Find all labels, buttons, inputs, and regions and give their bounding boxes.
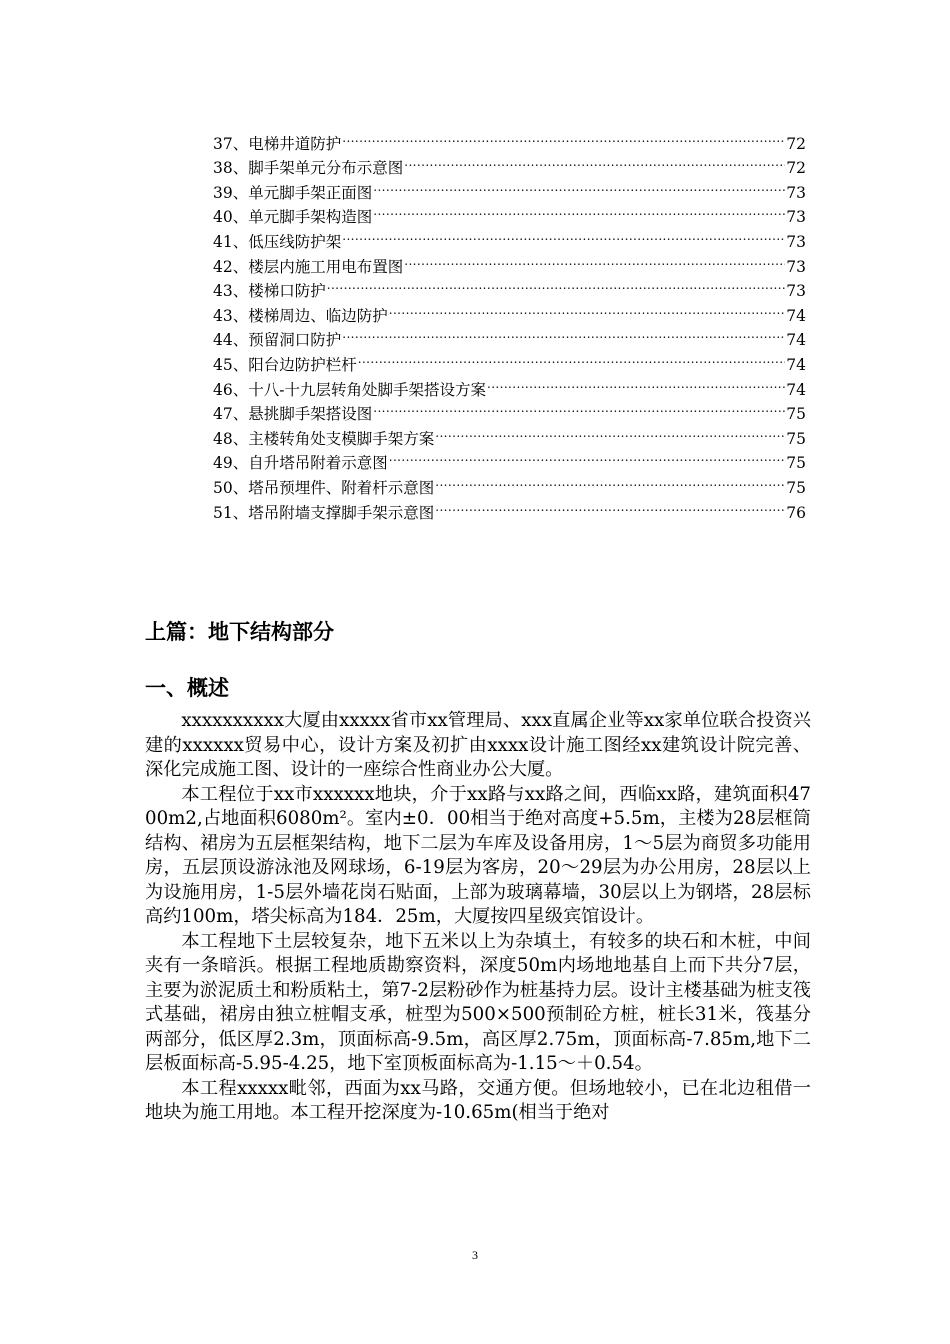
toc-entry-number: 51、 (213, 503, 249, 522)
toc-entry-title: 塔吊预埋件、附着杆示意图 (248, 478, 435, 497)
table-of-contents (213, 124, 806, 522)
toc-dot-leader (404, 247, 785, 272)
toc-entry-title: 低压线防护架 (248, 232, 342, 251)
paragraph: xxxxxxxxxx大厦由xxxxx省市xx管理局、xxx直属企业等xx家单位联合投资兴建的xxxxxx贸易中心，设计方案及初扩由xxxx设计施工图经xx建筑设计院完善、深化完成施工图、设计的一座综合性商业办公大厦。 (145, 710, 811, 780)
toc-entry-title: 单元脚手架构造图 (248, 208, 373, 227)
toc-entry-page: 75 (786, 405, 806, 424)
toc-dot-leader (435, 419, 785, 444)
toc-dot-leader (389, 444, 786, 469)
toc-entry-page: 72 (786, 159, 806, 178)
toc-entry-page: 73 (786, 232, 806, 251)
toc-entry-title: 脚手架单元分布示意图 (248, 159, 404, 178)
toc-entry-number: 39、 (213, 183, 249, 202)
toc-entry-title: 十八-十九层转角处脚手架搭设方案 (248, 380, 486, 399)
toc-entry-title: 电梯井道防护 (248, 134, 342, 153)
toc-entry-title: 楼层内施工用电布置图 (248, 257, 404, 276)
toc-entry-number: 50、 (213, 478, 249, 497)
toc-dot-leader (342, 222, 785, 247)
toc-entry-number: 40、 (213, 208, 249, 227)
toc-entry-page: 73 (786, 257, 806, 276)
toc-entry-page: 72 (786, 134, 806, 153)
toc-entry-title: 塔吊附墙支撑脚手架示意图 (248, 503, 435, 522)
toc-entry-number: 43、 (213, 282, 249, 301)
section-title: 上篇：地下结构部分 (145, 620, 334, 644)
toc-entry[interactable] (213, 124, 806, 153)
toc-entry-number: 42、 (213, 257, 249, 276)
toc-dot-leader (404, 149, 785, 174)
toc-dot-leader (389, 296, 786, 321)
toc-entry-page: 73 (786, 208, 806, 227)
toc-entry-title: 主楼转角处支模脚手架方案 (248, 429, 435, 448)
toc-entry-number: 48、 (213, 429, 249, 448)
toc-entry-page: 74 (786, 380, 806, 399)
toc-entry-number: 47、 (213, 405, 249, 424)
toc-dot-leader (373, 173, 785, 198)
toc-entry-page: 75 (786, 429, 806, 448)
toc-dot-leader (373, 198, 785, 223)
toc-entry-page: 73 (786, 282, 806, 301)
toc-entry-number: 43、 (213, 306, 249, 325)
toc-entry-number: 45、 (213, 355, 249, 374)
toc-entry-number: 38、 (213, 159, 249, 178)
toc-dot-leader (435, 493, 785, 518)
toc-dot-leader (327, 272, 786, 297)
toc-entry-title: 自升塔吊附着示意图 (248, 454, 388, 473)
toc-entry-page: 76 (786, 503, 806, 522)
toc-entry-title: 预留洞口防护 (248, 331, 342, 350)
toc-dot-leader (342, 321, 785, 346)
toc-entry-number: 37、 (213, 134, 249, 153)
toc-entry-number: 41、 (213, 232, 249, 251)
toc-entry-title: 楼梯周边、临边防护 (248, 306, 388, 325)
body-text (145, 709, 811, 1126)
toc-entry-number: 44、 (213, 331, 249, 350)
toc-entry-title: 阳台边防护栏杆 (248, 355, 357, 374)
toc-entry-title: 悬挑脚手架搭设图 (248, 405, 373, 424)
toc-entry-page: 75 (786, 454, 806, 473)
paragraph: 本工程地下土层较复杂，地下五米以上为杂填土，有较多的块石和木桩，中间夹有一条暗浜。根据工程地质勘察资料，深度50m内场地地基自上而下共分7层，主要为淤泥质土和粉质粘土，第7-2层粉砂作为桩基持力层。设计主楼基础为桩支筏式基础，裙房由独立桩帽支承，桩型为500×500预制砼方桩，桩长31米，筏基分两部分，低区厚2.3m，顶面标高-9.5m，高区厚2.75m，顶面标高-7.85m,地下二层板面标高-5.95-4.25，地下室顶板面标高为-1.15～＋0.54。 (145, 930, 811, 1074)
toc-entry-page: 74 (786, 306, 806, 325)
chapter-title: 一、概述 (145, 676, 229, 700)
toc-entry-title: 楼梯口防护 (248, 282, 326, 301)
toc-entry-page: 75 (786, 478, 806, 497)
toc-dot-leader (435, 468, 785, 493)
toc-dot-leader (373, 395, 785, 420)
toc-entry-page: 74 (786, 331, 806, 350)
page-number: 3 (472, 1248, 478, 1262)
toc-dot-leader (487, 370, 785, 395)
toc-dot-leader (342, 124, 785, 149)
toc-entry-page: 73 (786, 183, 806, 202)
toc-entry-title: 单元脚手架正面图 (248, 183, 373, 202)
toc-entry-number: 46、 (213, 380, 249, 399)
toc-entry-number: 49、 (213, 454, 249, 473)
paragraph: 本工程xxxxx毗邻，西面为xx马路，交通方便。但场地较小，已在北边租借一地块为施工用地。本工程开挖深度为-10.65m(相当于绝对 (145, 1077, 811, 1123)
toc-dot-leader (358, 345, 786, 370)
toc-entry-page: 74 (786, 355, 806, 374)
paragraph: 本工程位于xx市xxxxxx地块，介于xx路与xx路之间，西临xx路，建筑面积4700m2,占地面积6080m²。室内±0．00相当于绝对高度+5.5m，主楼为28层框筒结构、裙房为五层框架结构，地下二层为车库及设备用房，1～5层为商贸多功能用房，五层顶设游泳池及网球场，6-19层为客房，20～29层为办公用房，28层以上为设施用房，1-5层外墙花岗石贴面，上部为玻璃幕墙，30层以上为钢塔，28层标高约100m，塔尖标高为184．25m，大厦按四星级宾馆设计。 (145, 783, 811, 927)
